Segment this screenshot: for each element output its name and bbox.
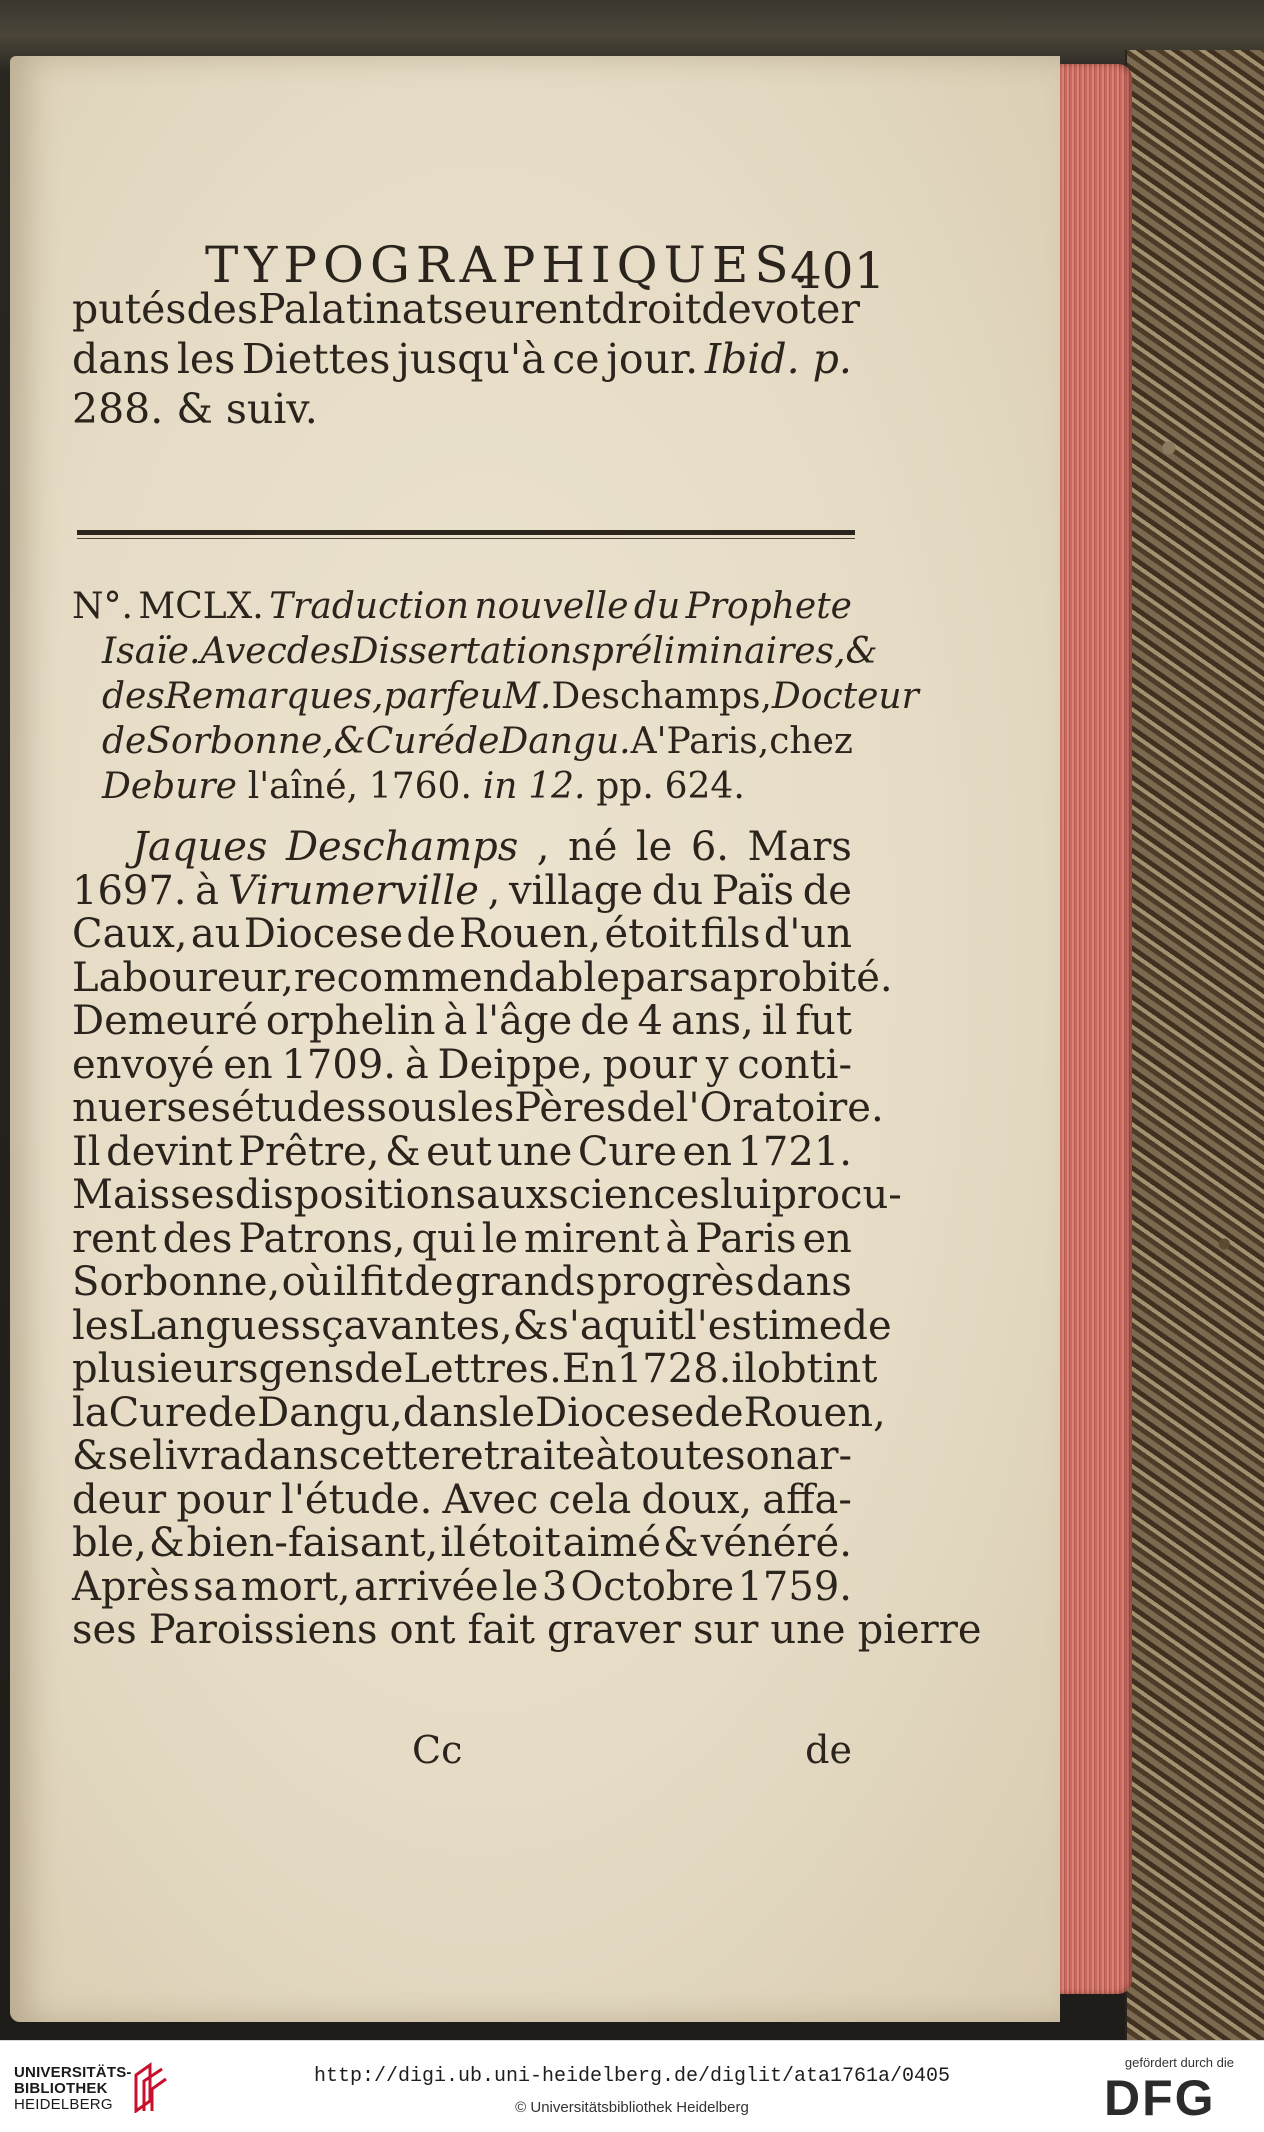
- word: dans: [72, 335, 171, 383]
- word: deur: [72, 1476, 167, 1523]
- word: le: [635, 824, 673, 870]
- word: des: [162, 1215, 233, 1262]
- word: l'âge: [475, 998, 573, 1044]
- word: où: [281, 1259, 332, 1305]
- word: Docteur: [771, 676, 919, 717]
- library-name-line: BIBLIOTHEK: [14, 2080, 108, 2097]
- word: à: [404, 1041, 429, 1088]
- word: en: [802, 1215, 852, 1262]
- word: étoit: [604, 911, 698, 957]
- word: dans: [756, 1259, 852, 1305]
- word: l'étude.: [281, 1476, 433, 1523]
- word: bien-faisant,: [186, 1520, 439, 1566]
- line-runs: [72, 1522, 852, 1566]
- word: M.: [503, 676, 552, 717]
- text-line: [72, 826, 852, 870]
- word: sa: [193, 1563, 238, 1610]
- word: 1697.: [72, 867, 187, 914]
- word: Lettres.: [403, 1346, 562, 1392]
- word: 1721.: [737, 1128, 852, 1175]
- word: Rouen,: [743, 1389, 886, 1436]
- word: de: [842, 1302, 892, 1349]
- word: il: [761, 998, 788, 1044]
- word: études: [231, 1085, 367, 1131]
- text-line: [72, 1215, 852, 1262]
- line-runs: [102, 764, 852, 809]
- word: &: [148, 1520, 185, 1566]
- word: de: [102, 721, 147, 762]
- word: se: [107, 1433, 152, 1479]
- word: en: [682, 1128, 732, 1175]
- text-line: [72, 1041, 852, 1088]
- word: Mars: [747, 824, 852, 870]
- word: Remarques,: [164, 676, 384, 717]
- dfg-logo-text: DFG: [1104, 2073, 1216, 2121]
- line-runs: [72, 1000, 852, 1044]
- page-number: 401: [790, 242, 886, 300]
- word: ans,: [670, 998, 754, 1044]
- word: des: [186, 285, 258, 333]
- word: Après: [72, 1563, 190, 1610]
- word: Traduction: [269, 586, 470, 627]
- word: &: [384, 1128, 421, 1175]
- word: dans: [243, 1433, 339, 1479]
- word: arrivée: [353, 1563, 499, 1610]
- word: envoyé: [72, 1041, 215, 1088]
- word: de: [626, 1085, 676, 1131]
- word: jusqu'à: [397, 335, 546, 383]
- text-line: [72, 629, 878, 674]
- word: Virumerville: [227, 867, 479, 914]
- word: 3: [541, 1563, 568, 1610]
- word: Paris,: [666, 721, 770, 762]
- word: affa-: [762, 1476, 852, 1523]
- word: Laboureur,: [72, 954, 294, 1001]
- word: du: [633, 586, 681, 627]
- word: fut: [795, 998, 852, 1044]
- text-line: [72, 1085, 884, 1131]
- word: putés: [72, 285, 187, 333]
- word: l'aîné,: [247, 766, 359, 807]
- word: voter: [751, 285, 860, 333]
- word: Dissertations: [349, 631, 591, 672]
- word: Demeuré: [72, 998, 258, 1044]
- line-runs: [72, 584, 852, 629]
- copyright-notice: © Universitätsbibliothek Heidelberg: [515, 2099, 749, 2116]
- permalink-url[interactable]: http://digi.ub.uni-heidelberg.de/diglit/ata1761a/0405: [313, 2065, 951, 2088]
- word: obtint: [756, 1346, 878, 1392]
- line-runs: [102, 674, 919, 719]
- word: Cure: [108, 1389, 208, 1436]
- line-runs: [72, 1261, 852, 1305]
- word: jour.: [606, 335, 699, 383]
- word: probité.: [732, 954, 893, 1001]
- word: sur: [692, 1607, 759, 1653]
- word: pour: [176, 1476, 271, 1523]
- word: graver: [546, 1607, 681, 1653]
- word: rent: [72, 1215, 157, 1262]
- word: En: [561, 1346, 617, 1392]
- word: Dangu.: [499, 721, 631, 762]
- word: Diocese: [243, 911, 404, 957]
- word: progrès: [596, 1259, 755, 1305]
- word: par: [619, 954, 689, 1001]
- word: plusieurs: [72, 1346, 259, 1392]
- line-runs: [72, 1563, 852, 1610]
- word: Paroissiens: [148, 1607, 378, 1653]
- word: ,: [536, 824, 550, 870]
- word: Rouen,: [458, 911, 602, 957]
- word: Deschamps,: [551, 676, 772, 717]
- line-runs: [72, 867, 852, 914]
- word: fait: [467, 1607, 535, 1653]
- text-line: [72, 1302, 892, 1349]
- word: cette: [338, 1433, 441, 1479]
- word: &: [72, 1433, 108, 1479]
- word: pierre: [857, 1607, 982, 1653]
- word: 624.: [664, 766, 745, 807]
- text-line: [72, 1000, 852, 1044]
- word: mirent: [524, 1215, 660, 1262]
- word: de: [406, 911, 456, 957]
- word: de: [580, 998, 630, 1044]
- word: ses: [72, 1607, 137, 1653]
- word: ce: [552, 335, 600, 383]
- word: Patrons,: [238, 1215, 406, 1262]
- word: les: [72, 1302, 129, 1349]
- word: de: [207, 1389, 258, 1436]
- line-runs: [72, 954, 893, 1001]
- word: de: [701, 285, 752, 333]
- word: sa: [688, 954, 733, 1001]
- word: à: [195, 867, 220, 914]
- word: 12.: [528, 766, 586, 807]
- word: feu: [445, 676, 504, 717]
- text-line: [72, 1389, 886, 1436]
- word: 1728.: [616, 1346, 732, 1392]
- word: nuer: [72, 1085, 167, 1131]
- section-rule: [77, 530, 855, 535]
- word: Pères: [514, 1085, 627, 1131]
- word: au: [190, 911, 241, 957]
- page-foot: [72, 1728, 852, 1778]
- word: Cure: [577, 1128, 677, 1175]
- word: Paris: [695, 1215, 797, 1262]
- word: dispositions: [234, 1172, 477, 1218]
- word: Jaques: [132, 824, 268, 870]
- word: ont: [389, 1607, 456, 1653]
- word: grands: [455, 1259, 596, 1305]
- word: ar-: [795, 1433, 852, 1479]
- word: Mais: [72, 1172, 171, 1218]
- signature-mark: Cc: [412, 1728, 463, 1772]
- word: Isaïe.: [102, 631, 201, 672]
- word: ses: [170, 1172, 235, 1218]
- word: doux,: [641, 1476, 753, 1523]
- word: il: [731, 1346, 757, 1392]
- word: Ibid. p.: [704, 335, 852, 383]
- word: droit: [601, 285, 702, 333]
- word: aux: [476, 1172, 549, 1218]
- word: de: [455, 721, 500, 762]
- line-runs: [72, 1346, 878, 1392]
- word: fils: [700, 911, 761, 957]
- text-line: [72, 674, 919, 719]
- word: pour: [602, 1041, 698, 1088]
- word: les: [176, 335, 236, 383]
- word: mort,: [240, 1563, 351, 1610]
- word: &: [845, 631, 878, 672]
- word: sciences: [548, 1172, 720, 1218]
- continuation-paragraph: [72, 284, 860, 434]
- word: Deippe,: [437, 1041, 594, 1088]
- word: du: [651, 867, 704, 914]
- word: le: [481, 1215, 519, 1262]
- word: 6.: [690, 824, 730, 870]
- text-line: [72, 334, 852, 384]
- word: de: [802, 867, 852, 914]
- word: Avec: [200, 631, 287, 672]
- word: toute: [619, 1433, 725, 1479]
- word: sçavantes,: [300, 1302, 513, 1349]
- library-name-line: HEIDELBERG: [14, 2096, 113, 2113]
- word: eurent: [463, 285, 602, 333]
- word: sous: [366, 1085, 458, 1131]
- word: des: [102, 676, 165, 717]
- word: 1709.: [281, 1041, 396, 1088]
- word: 1759.: [737, 1563, 852, 1610]
- word: à: [595, 1433, 620, 1479]
- word: lui: [719, 1172, 772, 1218]
- book-page: [10, 56, 1060, 2022]
- text-line: [72, 719, 852, 764]
- line-runs: [72, 1302, 892, 1349]
- word: Diocese: [535, 1389, 695, 1436]
- line-runs: [72, 1172, 902, 1218]
- word: de: [404, 1259, 454, 1305]
- word: Curé: [365, 721, 456, 762]
- word: par: [383, 676, 446, 717]
- word: étoit: [467, 1520, 561, 1566]
- word: l'Oratoire.: [675, 1085, 884, 1131]
- text-line: [72, 384, 852, 434]
- text-line: [72, 764, 852, 809]
- word: des: [286, 631, 350, 672]
- word: aimé: [562, 1520, 661, 1566]
- line-runs: [72, 1215, 852, 1262]
- word: &: [663, 1520, 699, 1566]
- word: il: [440, 1520, 466, 1566]
- word: &: [512, 1302, 549, 1349]
- word: gens: [258, 1346, 355, 1392]
- text-line: [72, 1128, 852, 1175]
- word: dans: [402, 1389, 499, 1436]
- word: il: [332, 1259, 359, 1305]
- catalogue-entry: [72, 584, 919, 809]
- text-line: [72, 1261, 852, 1305]
- word: vénéré.: [700, 1520, 852, 1566]
- word: qui: [411, 1215, 476, 1262]
- word: Caux,: [72, 911, 188, 957]
- word: ,: [487, 867, 501, 914]
- word: à: [665, 1215, 690, 1262]
- word: in: [482, 766, 518, 807]
- word: d'un: [763, 911, 852, 957]
- biography-paragraph: [72, 824, 982, 1653]
- line-runs: [72, 1085, 884, 1131]
- word: livra: [151, 1433, 244, 1479]
- text-line: [72, 913, 852, 957]
- word: Deschamps: [285, 824, 519, 870]
- word: Sorbonne,: [72, 1259, 281, 1305]
- word: eut: [426, 1128, 492, 1175]
- marbled-cover-board: [1125, 50, 1264, 2040]
- text-line: [72, 584, 852, 629]
- word: conti-: [737, 1041, 852, 1088]
- text-line: [72, 1346, 878, 1392]
- word: 4: [637, 998, 663, 1044]
- word: l'estime: [683, 1302, 843, 1349]
- word: Païs: [711, 867, 795, 914]
- word: Debure: [102, 766, 237, 807]
- word: ble,: [72, 1520, 147, 1566]
- word: recommendable: [293, 954, 620, 1001]
- word: une: [497, 1128, 573, 1175]
- word: pp.: [596, 766, 654, 807]
- word: né: [567, 824, 618, 870]
- word: A': [630, 721, 667, 762]
- running-head: TYPOGRAPHIQUES.: [205, 236, 815, 294]
- word: chez: [769, 721, 853, 762]
- word: MCLX.: [138, 586, 264, 627]
- text-line: [72, 1563, 852, 1610]
- line-runs: [102, 719, 852, 764]
- word: ses: [166, 1085, 232, 1131]
- line-runs: [72, 1389, 886, 1436]
- word: N°.: [72, 586, 133, 627]
- word: devint: [106, 1128, 233, 1175]
- word: de: [694, 1389, 744, 1436]
- word: Octobre: [570, 1563, 735, 1610]
- word: orphelin: [265, 998, 436, 1044]
- word: retraite: [440, 1433, 596, 1479]
- word: Il: [72, 1128, 101, 1175]
- text-line: [72, 954, 893, 1001]
- word: Prophete: [685, 586, 852, 627]
- line-runs: [72, 1128, 852, 1175]
- word: Dangu,: [257, 1389, 403, 1436]
- word: &: [333, 721, 366, 762]
- word: Avec: [442, 1476, 539, 1523]
- word: Palatinats: [258, 285, 464, 333]
- text-line: [72, 284, 860, 334]
- word: 1760.: [368, 766, 472, 807]
- word: de: [354, 1346, 404, 1392]
- text-line: [72, 1522, 852, 1566]
- line-runs: [72, 1435, 852, 1479]
- section-rule-thin: [77, 538, 855, 539]
- word: préliminaires,: [590, 631, 846, 672]
- word: Diettes: [241, 335, 391, 383]
- line-runs: [72, 1607, 982, 1653]
- text-line: [72, 1607, 982, 1653]
- text-line: [72, 1172, 902, 1218]
- word: village: [508, 867, 644, 914]
- line-runs: [72, 913, 852, 957]
- word: en: [223, 1041, 273, 1088]
- word: une: [770, 1607, 846, 1653]
- red-page-edges: [1050, 64, 1132, 1994]
- line-runs: [72, 1041, 852, 1088]
- line-runs: [72, 1476, 852, 1523]
- word: Langues: [129, 1302, 301, 1349]
- viewer-footer: [0, 2040, 1264, 2132]
- line-runs: [132, 826, 852, 870]
- word: cela: [548, 1476, 632, 1523]
- word: son: [725, 1433, 796, 1479]
- text-line: [72, 1435, 852, 1479]
- word: le: [498, 1389, 536, 1436]
- word: s'aquit: [548, 1302, 684, 1349]
- word: le: [502, 1563, 539, 1610]
- word: Prêtre,: [238, 1128, 380, 1175]
- word: y: [705, 1041, 729, 1088]
- word: fit: [360, 1259, 403, 1305]
- line-runs: [102, 629, 878, 674]
- word: les: [457, 1085, 515, 1131]
- word: la: [72, 1389, 109, 1436]
- word: à: [443, 998, 468, 1044]
- word: Sorbonne,: [146, 721, 334, 762]
- catchword: de: [805, 1728, 852, 1772]
- library-name-line: UNIVERSITÄTS-: [14, 2064, 132, 2081]
- text-line: [72, 867, 852, 914]
- text-line: [72, 1476, 852, 1523]
- dfg-logo-icon[interactable]: [1104, 2073, 1240, 2121]
- word: 288. & suiv.: [72, 385, 318, 433]
- word: nouvelle: [474, 586, 629, 627]
- funder-caption: gefördert durch die: [1124, 2055, 1234, 2070]
- word: procu-: [771, 1172, 902, 1218]
